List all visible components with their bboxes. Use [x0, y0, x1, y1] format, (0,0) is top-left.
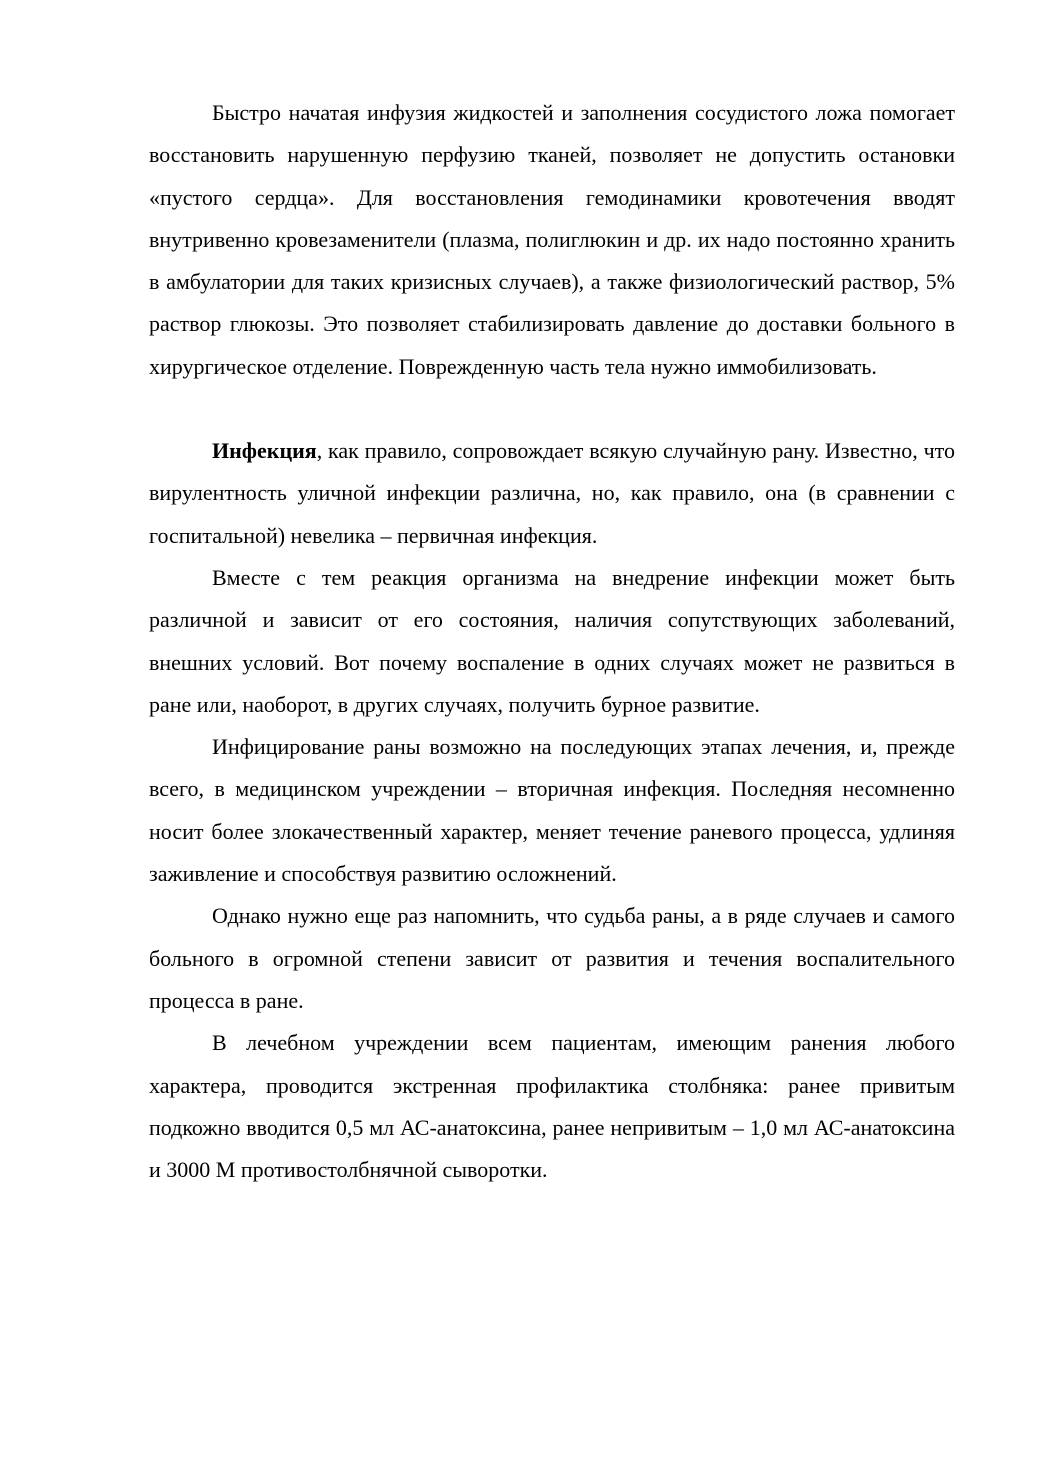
paragraph-gap — [149, 388, 955, 430]
paragraph-body-reaction: Вместе с тем реакция организма на внедрение инфекции может быть различной и зависит от его состояния, наличия сопутствующих заболеваний, внешних условий. Вот почему воспаление в одних случаях может не развиться в ране или, наоборот, в других случаях, получить бурное развитие. — [149, 564, 955, 717]
paragraph-infection — [149, 430, 955, 557]
document-page — [149, 92, 955, 1191]
paragraph-infusion: Быстро начатая инфузия жидкостей и заполнения сосудистого ложа помогает восстановить нарушенную перфузию тканей, позволяет не допустить остановки «пустого сердца». Для восстановления гемодинамики кровотечения вводят внутривенно кровезаменители (плазма, полиглюкин и др. их надо постоянно хранить в амбулатории для таких кризисных случаев), а также физиологический раствор, 5% раствор глюкозы. Это позволяет стабилизировать давление до доставки больного в хирургическое отделение. Поврежденную часть тела нужно иммобилизовать. — [149, 100, 955, 379]
paragraph-infection-text: , как правило, сопровождает всякую случайную рану. Известно, что вирулентность уличной инфекции различна, но, как правило, она (в сравнении с госпитальной) невелика – первичная инфекция. — [149, 438, 955, 548]
paragraph-tetanus-prophylaxis: В лечебном учреждении всем пациентам, имеющим ранения любого характера, проводится экстренная профилактика столбняка: ранее привитым подкожно вводится 0,5 мл АС-анатоксина, ранее непривитым – 1,0 мл АС-анатоксина и 3000 М противостолбнячной сыворотки. — [149, 1030, 955, 1183]
paragraph-secondary-infection: Инфицирование раны возможно на последующих этапах лечения, и, прежде всего, в медицинском учреждении – вторичная инфекция. Последняя несомненно носит более злокачественный характер, меняет течение раневого процесса, удлиняя заживление и способствуя развитию осложнений. — [149, 734, 955, 887]
paragraph-wound-fate: Однако нужно еще раз напомнить, что судьба раны, а в ряде случаев и самого больного в огромной степени зависит от развития и течения воспалительного процесса в ране. — [149, 903, 955, 1013]
term-infection: Инфекция — [212, 438, 317, 464]
